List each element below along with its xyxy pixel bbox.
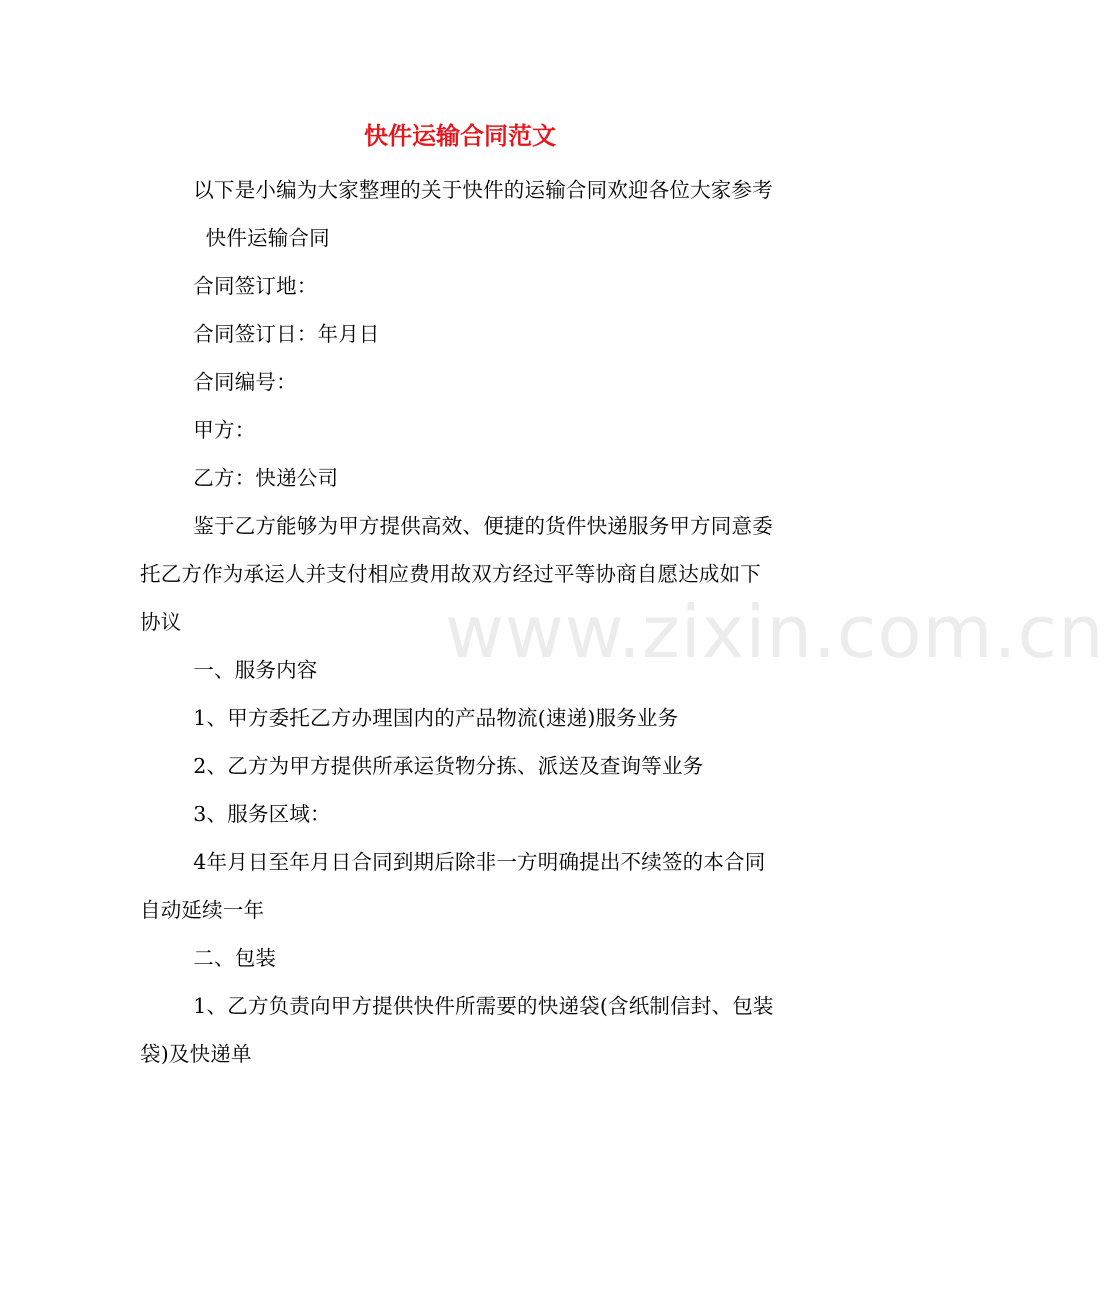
contract-number: 合同编号： [193,370,297,394]
clause-2-1: 1、乙方负责向甲方提供快件所需要的快递袋(含纸制信封、包装袋)及快递单 [140,994,774,1066]
document-title: 快件运输合同范文 [364,121,556,150]
preamble-paragraph: 鉴于乙方能够为甲方提供高效、便捷的货件快递服务甲方同意委托乙方作为承运人并支付相应费用故双方经过平等协商自愿达成如下协议 [140,514,773,634]
term-paragraph: 4年月日至年月日合同到期后除非一方明确提出不续签的本合同自动延续一年 [140,850,766,922]
signing-place: 合同签订地： [193,274,318,298]
contract-heading: 快件运输合同 [205,226,330,250]
intro-paragraph: 以下是小编为大家整理的关于快件的运输合同欢迎各位大家参考 [193,178,773,202]
watermark-text: www.zixin.com.cn [445,590,1105,674]
party-a: 甲方： [193,418,256,442]
signing-date: 合同签订日：年月日 [193,322,380,346]
section-heading-packaging: 二、包装 [193,946,277,970]
clause-1-2: 2、乙方为甲方提供所承运货物分拣、派送及查询等业务 [193,754,704,778]
section-heading-service: 一、服务内容 [193,658,318,682]
party-b: 乙方：快递公司 [193,466,339,490]
clause-1-1: 1、甲方委托乙方办理国内的产品物流(速递)服务业务 [193,706,679,730]
document-body [140,166,780,1078]
clause-1-3: 3、服务区域： [193,802,331,826]
